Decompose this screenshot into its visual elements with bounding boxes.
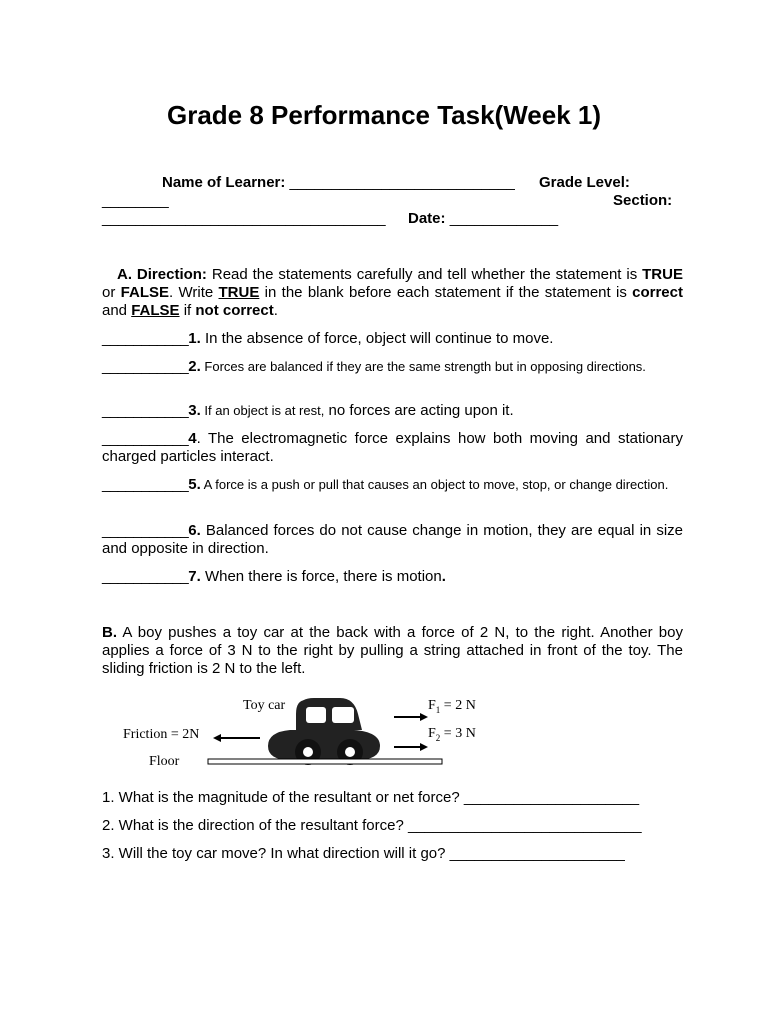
- section-label: Section:: [613, 192, 673, 209]
- question-3: 3. Will the toy car move? In what direction will it go? _____________________: [102, 845, 625, 862]
- date-label: Date:: [408, 210, 446, 227]
- name-field-row: [162, 174, 515, 191]
- question-2: 2. What is the direction of the resultant force? ____________________________: [102, 817, 642, 834]
- toy-car-force-diagram: [118, 690, 498, 780]
- statement-item-1: ___________1. In the absence of force, object will continue to move.: [102, 330, 554, 347]
- section-blank[interactable]: __________________________________: [102, 210, 386, 227]
- answer-blank[interactable]: ___________: [102, 402, 189, 419]
- grade-level-blank[interactable]: ________: [102, 192, 169, 209]
- diagram-drawing: [118, 690, 498, 780]
- car-window-left: [306, 707, 326, 723]
- toy-car-label: Toy car: [243, 698, 286, 713]
- name-blank[interactable]: ___________________________: [289, 174, 515, 191]
- statement-item-6: ___________6. Balanced forces do not cause change in motion, they are equal in size and opposite in direction.: [102, 522, 683, 557]
- floor-label: Floor: [149, 754, 180, 769]
- floor-line: [208, 759, 442, 764]
- answer-blank[interactable]: ___________: [102, 330, 189, 347]
- date-blank[interactable]: _____________: [449, 210, 559, 227]
- answer-blank[interactable]: ___________: [102, 430, 189, 447]
- answer-blank[interactable]: ___________: [102, 522, 189, 539]
- statement-item-4: ___________4. The electromagnetic force explains how both moving and stationary charged particles interact.: [102, 430, 683, 465]
- answer-blank[interactable]: ___________: [102, 476, 189, 493]
- friction-label: Friction = 2N: [123, 727, 200, 742]
- force-f1-label: $F_1 = 2$ N: [428, 698, 476, 715]
- page-title: Grade 8 Performance Task(Week 1): [166, 100, 601, 130]
- date-field-row: [408, 210, 558, 227]
- force-f2-label: $F_2 = 3$ N: [428, 726, 476, 743]
- grade-level-label: Grade Level:: [539, 174, 630, 191]
- part-a-label: A. Direction:: [117, 266, 207, 283]
- statement-item-2: ___________2. Forces are balanced if they are the same strength but in opposing directions.: [102, 358, 646, 375]
- answer-blank[interactable]: ___________: [102, 568, 189, 585]
- statement-item-5: ___________5. A force is a push or pull that causes an object to move, stop, or change direction.: [102, 476, 669, 493]
- statement-item-7: ___________7. When there is force, there is motion.: [102, 568, 446, 585]
- question-1: 1. What is the magnitude of the resultant or net force? _____________________: [102, 789, 640, 806]
- statement-item-3: ___________3. If an object is at rest, no forces are acting upon it.: [102, 402, 514, 419]
- part-b-problem: B. A boy pushes a toy car at the back with a force of 2 N, to the right. Another boy applies a force of 3 N to the right by pulling a string attached in front of the toy. The sliding friction is 2 N to the left.: [102, 624, 683, 677]
- car-window-right: [332, 707, 354, 723]
- part-b-label: B.: [102, 624, 117, 641]
- part-a-directions: A. Direction: Read the statements carefully and tell whether the statement is TRUE or FALSE. Write TRUE in the blank before each statement if the statement is correct and FALSE if not correct.: [102, 266, 683, 319]
- answer-blank[interactable]: ___________: [102, 358, 189, 375]
- name-label: Name of Learner:: [162, 174, 286, 191]
